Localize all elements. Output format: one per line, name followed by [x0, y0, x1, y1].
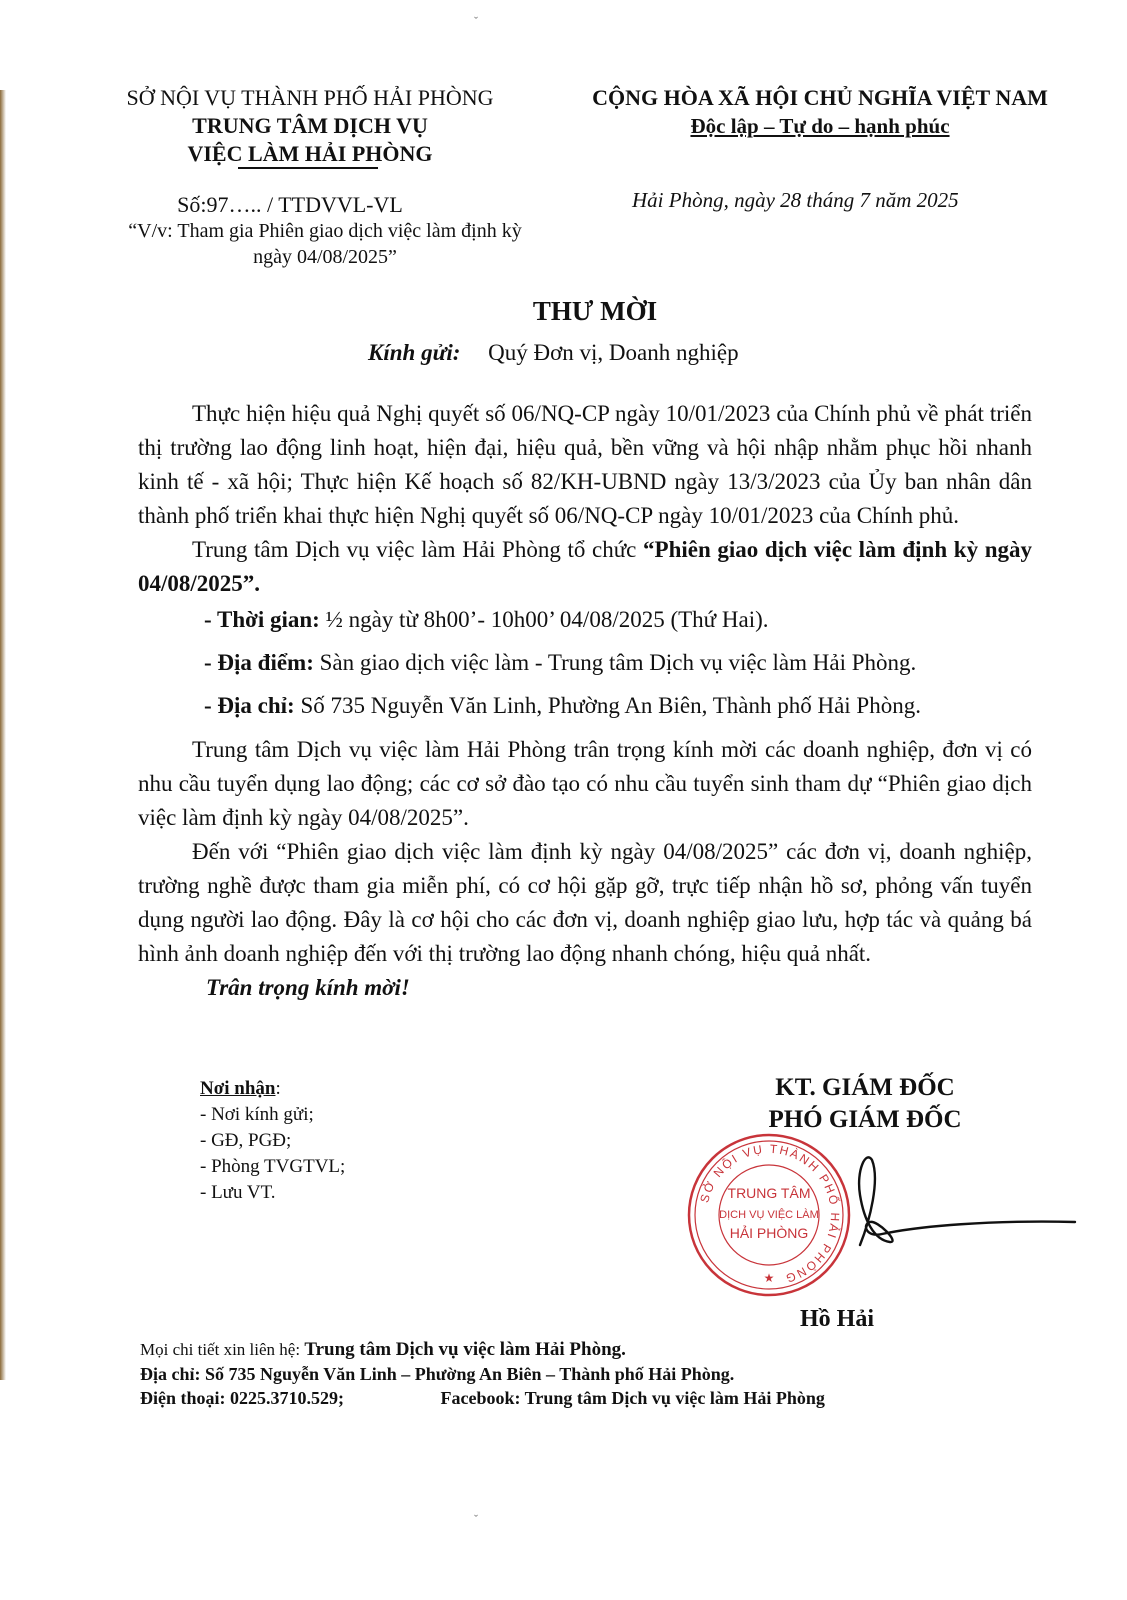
letter-body: [138, 397, 1032, 1005]
org-line-2: TRUNG TÂM DỊCH VỤ: [192, 113, 428, 138]
recipients-colon: :: [275, 1078, 281, 1099]
time-value: ½ ngày từ 8h00’- 10h00’ 04/08/2025 (Thứ Hai).: [319, 607, 769, 632]
recipient-item: - Lưu VT.: [200, 1182, 276, 1203]
scan-mark-icon: ˇ: [474, 14, 478, 28]
signer-title-2: PHÓ GIÁM ĐỐC: [768, 1106, 962, 1133]
recipient-item: - Nơi kính gửi;: [200, 1104, 314, 1125]
org-line-3: [100, 140, 520, 168]
org-line-1: SỞ NỘI VỤ THÀNH PHỐ HẢI PHÒNG: [126, 85, 494, 110]
recipients-heading: [200, 1076, 500, 1102]
subject-line-1: “V/v: Tham gia Phiên giao dịch việc làm định kỳ: [128, 220, 522, 242]
date-line: Hải Phòng, ngày 28 tháng 7 năm 2025: [632, 188, 959, 212]
doc-meta: [100, 192, 550, 270]
signer-title-1: KT. GIÁM ĐỐC: [775, 1074, 955, 1101]
place-row: [138, 646, 1032, 680]
svg-text:DỊCH VỤ VIỆC LÀM: DỊCH VỤ VIỆC LÀM: [719, 1209, 819, 1221]
footer-contact: [140, 1338, 1100, 1410]
salutation-label: Kính gửi:: [368, 340, 461, 365]
scan-mark-icon: ˇ: [474, 1512, 478, 1526]
nation-header: [570, 84, 1070, 140]
nation-line-1: CỘNG HÒA XÃ HỘI CHỦ NGHĨA VIỆT NAM: [592, 85, 1048, 110]
place-label: - Địa điểm:: [204, 650, 314, 675]
paragraph-4: Đến với “Phiên giao dịch việc làm định kỳ ngày 04/08/2025” các đơn vị, doanh nghiệp, trường nghề được tham gia miễn phí, có cơ hội gặp gỡ, trực tiếp nhận hồ sơ, phỏng vấn tuyển dụng người lao động. Đây là cơ hội cho các đơn vị, doanh nghiệp giao lưu, hợp tác và quảng bá hình ảnh doanh nghiệp đến với thị trường lao động nhanh chóng, hiệu quả nhất.: [138, 839, 1032, 966]
recipient-item: - GĐ, PGĐ;: [200, 1130, 292, 1151]
svg-text:HẢI PHÒNG: HẢI PHÒNG: [729, 1225, 809, 1241]
salutation-value: Quý Đơn vị, Doanh nghiệp: [488, 340, 739, 365]
nation-motto: Độc lập – Tự do – hạnh phúc: [690, 114, 950, 138]
recipients: [200, 1076, 500, 1206]
paragraph-1: Thực hiện hiệu quả Nghị quyết số 06/NQ-CP ngày 10/01/2023 của Chính phủ về phát triển thị trường lao động linh hoạt, hiện đại, hiệu quả, bền vững và hội nhập nhằm phục hồi nhanh kinh tế - xã hội; Thực hiện Kế hoạch số 82/KH-UBND ngày 13/3/2023 của Ủy ban nhân dân thành phố triển khai thực hiện Nghị quyết số 06/NQ-CP ngày 10/01/2023 của Chính phủ.: [138, 401, 1032, 528]
footer-phone-row: [140, 1386, 1100, 1410]
paragraph-3: Trung tâm Dịch vụ việc làm Hải Phòng trân trọng kính mời các doanh nghiệp, đơn vị có nhu cầu tuyển dụng lao động; các cơ sở đào tạo có nhu cầu tuyển sinh tham dự “Phiên giao dịch việc làm định kỳ ngày 04/08/2025”.: [138, 737, 1032, 830]
address-label: - Địa chỉ:: [204, 693, 295, 718]
paragraph-2: [138, 533, 1032, 601]
event-name: “Phiên giao dịch việc làm định kỳ ngày 04/08/2025”.: [138, 537, 1032, 596]
handwritten-signature-icon: [830, 1150, 1090, 1260]
svg-text:TRUNG TÂM: TRUNG TÂM: [727, 1185, 811, 1201]
scan-edge-shadow: [0, 90, 6, 1380]
contact-row: [140, 1338, 1100, 1362]
recipient-item: - Phòng TVGTVL;: [200, 1156, 346, 1177]
svg-text:★: ★: [763, 1271, 775, 1285]
subject-line-2: ngày 04/08/2025”: [253, 246, 397, 268]
footer-address: Địa chỉ: Số 735 Nguyễn Văn Linh – Phường An Biên – Thành phố Hải Phòng.: [140, 1364, 735, 1384]
org-underline: [238, 167, 378, 169]
address-row: [138, 689, 1032, 723]
doc-number: Số:97….. / TTDVVL-VL: [177, 192, 403, 217]
time-row: [138, 603, 1032, 637]
closing: Trân trọng kính mời!: [206, 975, 410, 1000]
org-header: [100, 84, 520, 168]
salutation: [368, 340, 968, 366]
signer-name: Hồ Hải: [800, 1306, 875, 1332]
time-label: - Thời gian:: [204, 607, 320, 632]
contact-label: Mọi chi tiết xin liên hệ:: [140, 1340, 305, 1359]
footer-facebook: Facebook: Trung tâm Dịch vụ việc làm Hải Phòng: [440, 1388, 825, 1408]
contact-value: Trung tâm Dịch vụ việc làm Hải Phòng.: [304, 1339, 626, 1360]
signer-titles: [720, 1072, 1010, 1136]
org-line-3-text: VIỆC LÀM HẢI PHÒNG: [187, 141, 433, 166]
address-value: Số 735 Nguyễn Văn Linh, Phường An Biên, Thành phố Hải Phòng.: [294, 693, 921, 718]
recipients-label: Nơi nhận: [200, 1078, 276, 1099]
paragraph-2-text: Trung tâm Dịch vụ việc làm Hải Phòng tổ chức: [192, 537, 644, 562]
page-title: THƯ MỜI: [532, 296, 658, 326]
svg-text:SỞ NỘI VỤ THÀNH PHỐ HẢI PHÒNG: SỞ NỘI VỤ THÀNH PHỐ HẢI PHÒNG: [697, 1141, 843, 1287]
place-value: Sàn giao dịch việc làm - Trung tâm Dịch vụ việc làm Hải Phòng.: [313, 650, 917, 675]
official-stamp-icon: [684, 1130, 854, 1300]
footer-phone: Điện thoại: 0225.3710.529;: [140, 1388, 344, 1408]
